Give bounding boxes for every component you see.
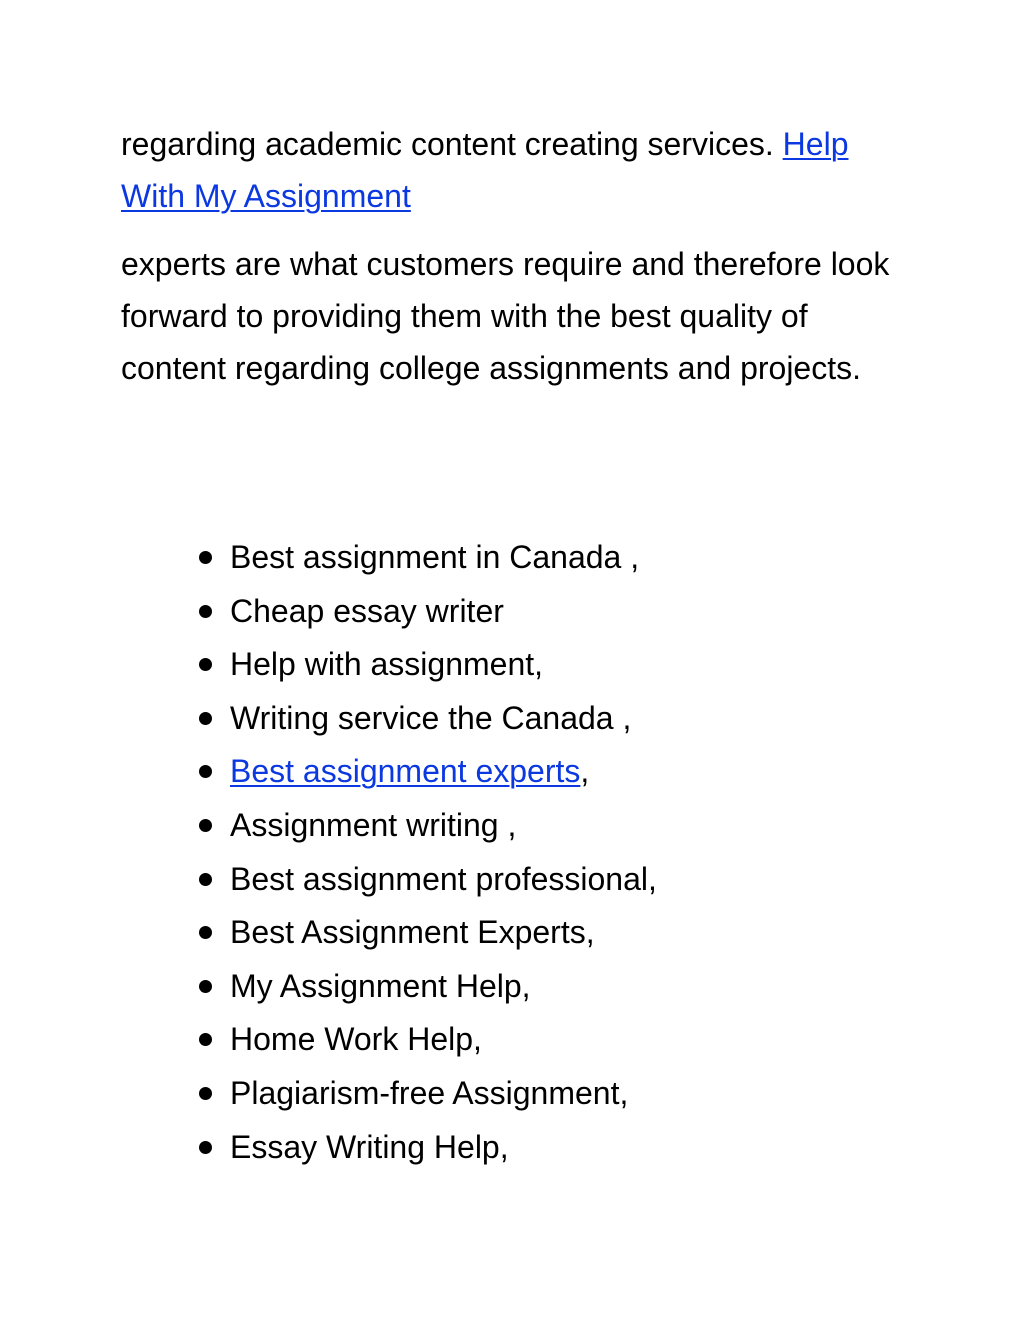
bullet-icon: [199, 605, 212, 618]
list-item: [196, 1121, 657, 1175]
list-item: [196, 638, 657, 692]
list-item-text: My Assignment Help,: [230, 967, 531, 1004]
bullet-icon: [199, 980, 212, 993]
help-with-my-assignment-link[interactable]: Help With My Assignment: [121, 126, 849, 214]
bullet-icon: [199, 1033, 212, 1046]
list-item: [196, 799, 657, 853]
bullet-icon: [199, 1141, 212, 1154]
list-item: [196, 531, 657, 585]
list-item-suffix: ,: [580, 753, 590, 790]
list-item: [196, 1013, 657, 1067]
list-item-text: Essay Writing Help,: [230, 1128, 509, 1165]
bullet-icon: [199, 712, 212, 725]
services-bullet-list: [196, 531, 657, 1174]
bullet-icon: [199, 765, 212, 778]
list-item: [196, 960, 657, 1014]
list-item-text: Cheap essay writer: [230, 592, 504, 629]
list-item: [196, 906, 657, 960]
list-item-text: Best assignment professional,: [230, 860, 657, 897]
intro-paragraph: [121, 118, 911, 222]
list-item-text: Plagiarism-free Assignment,: [230, 1074, 629, 1111]
bullet-icon: [199, 926, 212, 939]
list-item: [196, 692, 657, 746]
bullet-icon: [199, 551, 212, 564]
list-item-text: Assignment writing ,: [230, 806, 517, 843]
list-item: [196, 853, 657, 907]
bullet-icon: [199, 1087, 212, 1100]
intro-text: regarding academic content creating services.: [121, 126, 783, 162]
experts-paragraph: experts are what customers require and therefore look forward to providing them with the best quality of content regarding college assignments and projects.: [121, 246, 890, 386]
list-item-text: Home Work Help,: [230, 1021, 482, 1058]
bullet-icon: [199, 873, 212, 886]
list-item-text: Best Assignment Experts,: [230, 914, 595, 951]
list-item: [196, 1067, 657, 1121]
best-assignment-experts-link[interactable]: Best assignment experts: [230, 753, 581, 790]
list-item-text: Help with assignment,: [230, 646, 544, 683]
list-item: [196, 585, 657, 639]
bullet-icon: [199, 658, 212, 671]
list-item-text: Best assignment in Canada ,: [230, 539, 640, 575]
bullet-icon: [199, 819, 212, 832]
list-item: [196, 745, 657, 799]
list-item-text: Writing service the Canada ,: [230, 699, 632, 736]
